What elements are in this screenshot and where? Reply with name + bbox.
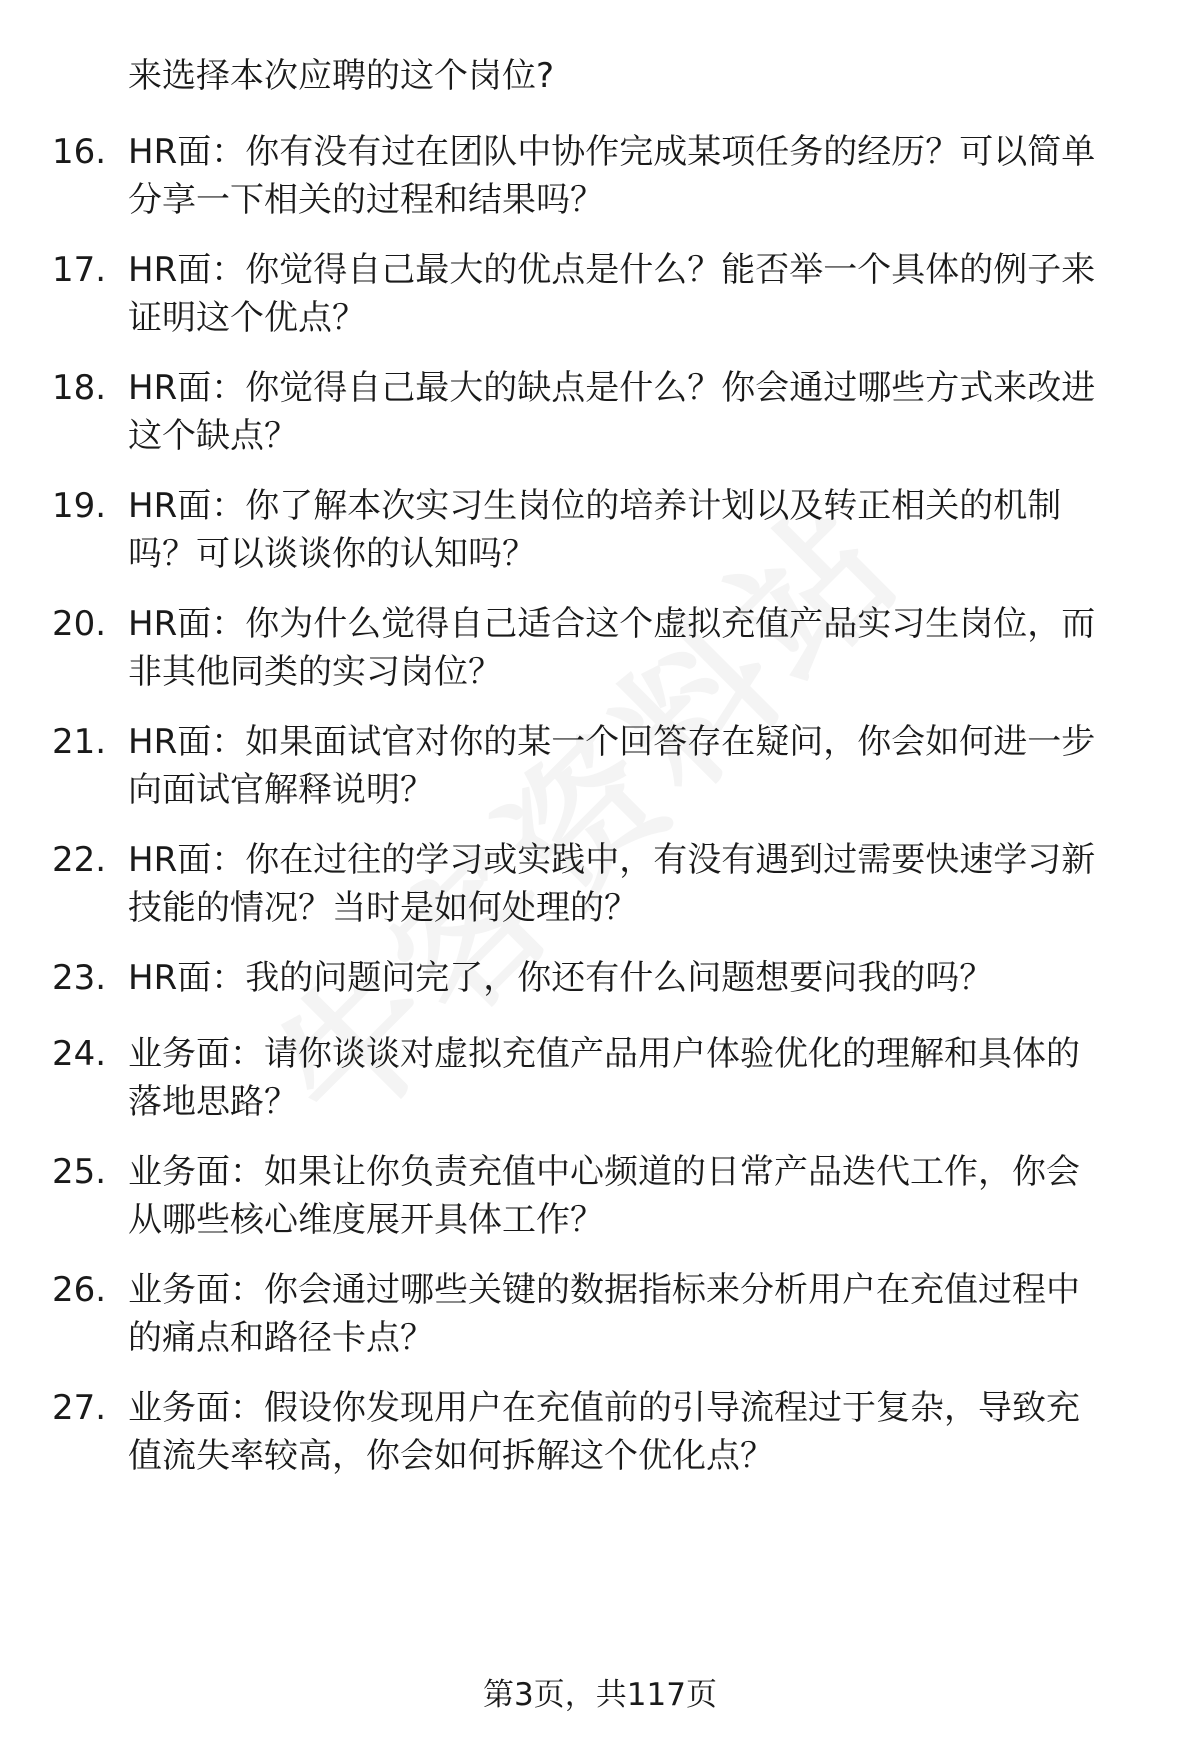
question-line: HR面：你有没有过在团队中协作完成某项任务的经历？可以简单 — [128, 132, 1096, 172]
question-line: 技能的情况？当时是如何处理的？ — [128, 888, 638, 928]
question-line: 值流失率较高，你会如何拆解这个优化点？ — [128, 1436, 774, 1476]
question-number: 18. — [52, 368, 107, 408]
question-line: HR面：你在过往的学习或实践中，有没有遇到过需要快速学习新 — [128, 840, 1096, 880]
question-line: 业务面：请你谈谈对虚拟充值产品用户体验优化的理解和具体的 — [128, 1034, 1080, 1074]
question-line: HR面：我的问题问完了，你还有什么问题想要问我的吗？ — [128, 958, 994, 998]
question-number: 24. — [52, 1034, 107, 1074]
question-line: 向面试官解释说明？ — [128, 770, 434, 810]
question-number: 26. — [52, 1270, 107, 1310]
question-line: HR面：你了解本次实习生岗位的培养计划以及转正相关的机制 — [128, 486, 1062, 526]
question-number: 21. — [52, 722, 107, 762]
question-line: HR面：你觉得自己最大的优点是什么？能否举一个具体的例子来 — [128, 250, 1096, 290]
question-line: 非其他同类的实习岗位？ — [128, 652, 502, 692]
question-number: 20. — [52, 604, 107, 644]
continuation-text: 来选择本次应聘的这个岗位? — [128, 56, 555, 96]
question-line: HR面：如果面试官对你的某一个回答存在疑问，你会如何进一步 — [128, 722, 1096, 762]
page-number-footer: 第3页，共117页 — [483, 1677, 717, 1713]
question-line: 吗？可以谈谈你的认知吗？ — [128, 534, 536, 574]
question-line: 证明这个优点？ — [128, 298, 366, 338]
question-line: 的痛点和路径卡点？ — [128, 1318, 434, 1358]
question-number: 16. — [52, 132, 107, 172]
question-line: 分享一下相关的过程和结果吗？ — [128, 180, 604, 220]
question-line: 从哪些核心维度展开具体工作？ — [128, 1200, 604, 1240]
question-line: HR面：你觉得自己最大的缺点是什么？你会通过哪些方式来改进 — [128, 368, 1096, 408]
question-line: 落地思路？ — [128, 1082, 298, 1122]
question-number: 25. — [52, 1152, 107, 1192]
question-line: 这个缺点？ — [128, 416, 298, 456]
question-number: 23. — [52, 958, 107, 998]
question-number: 19. — [52, 486, 107, 526]
question-number: 27. — [52, 1388, 107, 1428]
question-line: 业务面：如果让你负责充值中心频道的日常产品迭代工作，你会 — [128, 1152, 1080, 1192]
question-line: 业务面：假设你发现用户在充值前的引导流程过于复杂，导致充 — [128, 1388, 1080, 1428]
question-number: 17. — [52, 250, 107, 290]
question-line: HR面：你为什么觉得自己适合这个虚拟充值产品实习生岗位，而 — [128, 604, 1096, 644]
question-number: 22. — [52, 840, 107, 880]
question-line: 业务面：你会通过哪些关键的数据指标来分析用户在充值过程中 — [128, 1270, 1080, 1310]
